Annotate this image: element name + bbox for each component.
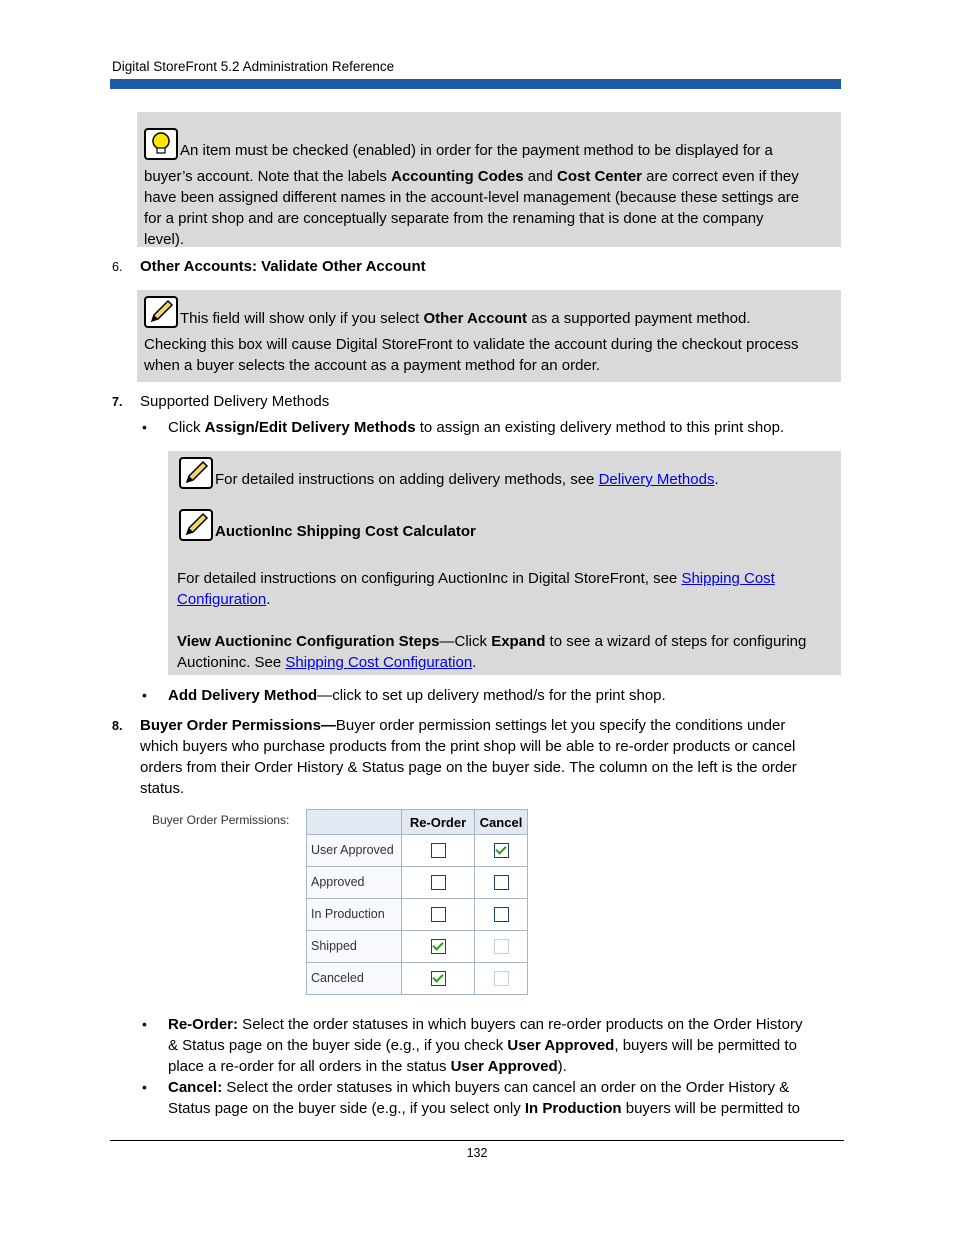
checkmark-icon: [495, 844, 506, 855]
cancel-line2a: Status page on the buyer side (e.g., if you select only: [168, 1100, 525, 1117]
reorder-cell: [402, 899, 475, 931]
tip-accounting-codes: Accounting Codes: [391, 168, 524, 185]
pencil-note-icon: [179, 457, 213, 495]
reorder-line2a: & Status page on the buyer side (e.g., if you check: [168, 1037, 508, 1054]
assign-text-c: to assign an existing delivery method to this print shop.: [415, 419, 785, 436]
note2-other-account: Other Account: [423, 310, 528, 327]
permission-row: [307, 931, 528, 963]
reorder-bullet: [168, 1014, 843, 1077]
reorder-checkbox[interactable]: [431, 939, 446, 954]
item8-line2: which buyers who purchase products from the print shop will be able to re-order products or cancel: [140, 738, 796, 755]
lightbulb-icon: [144, 128, 178, 166]
reorder-line3a: place a re-order for all orders in the status: [168, 1058, 451, 1075]
shipping-cost-link[interactable]: Shipping Cost: [681, 570, 775, 587]
reorder-checkbox[interactable]: [431, 843, 446, 858]
item7-number: 7.: [112, 395, 123, 409]
permissions-table: [306, 809, 528, 995]
reorder-cell: [402, 931, 475, 963]
assign-text-a: Click: [168, 419, 205, 436]
note2-line1c: as a supported payment method.: [527, 310, 751, 327]
page-number: 132: [466, 1146, 488, 1160]
reorder-cell: [402, 963, 475, 995]
item8-line4: status.: [140, 780, 185, 797]
note2-line1a: This field will show only if you select: [180, 310, 424, 327]
cancel-checkbox[interactable]: [494, 907, 509, 922]
configuration-link[interactable]: Configuration: [177, 591, 267, 608]
status-label: Shipped: [307, 931, 402, 963]
shipping-cost-configuration-link[interactable]: Shipping Cost Configuration: [285, 654, 473, 671]
tip-line3: have been assigned different names in the account-level management (because these settings are: [144, 189, 800, 206]
cancel-cell: [475, 963, 528, 995]
delivery-methods-note: [168, 451, 841, 675]
tip-note: [137, 112, 841, 247]
reorder-user-approved-2: User Approved: [450, 1058, 558, 1075]
item8-line1: Buyer order permission settings let you specify the conditions under: [335, 717, 786, 734]
reorder-user-approved: User Approved: [507, 1037, 615, 1054]
item7-label: Supported Delivery Methods: [140, 393, 330, 410]
note3-para2e: Auctioninc. See: [177, 654, 286, 671]
note2-line2: Checking this box will cause Digital StoreFront to validate the account during the checkout process: [144, 336, 799, 353]
tip-line2e: are correct even if they: [642, 168, 799, 185]
permission-row: [307, 835, 528, 867]
cancel-cell: [475, 899, 528, 931]
note3-line1a: For detailed instructions on adding delivery methods, see: [215, 471, 599, 488]
pencil-note-icon: [144, 296, 178, 334]
pencil-note-icon: [179, 509, 213, 547]
item8-text: [140, 715, 845, 799]
note3-line1c: .: [714, 471, 719, 488]
reorder-cell: [402, 835, 475, 867]
cancel-in-production: In Production: [524, 1100, 622, 1117]
reorder-line2c: , buyers will be permitted to: [614, 1037, 797, 1054]
view-config-steps: View Auctioninc Configuration Steps: [177, 633, 440, 650]
bullet-dot: •: [142, 687, 147, 703]
reorder-line1: Select the order statuses in which buyers can re-order products on the Order History: [238, 1016, 803, 1033]
item8-number: 8.: [112, 719, 123, 733]
note3-para2d: to see a wizard of steps for configuring: [545, 633, 807, 650]
permission-row: [307, 867, 528, 899]
note3-para2f: .: [472, 654, 477, 671]
status-label: In Production: [307, 899, 402, 931]
tip-line1: An item must be checked (enabled) in order for the payment method to be displayed for a: [180, 142, 773, 159]
auctioninc-heading: AuctionInc Shipping Cost Calculator: [215, 523, 476, 540]
status-label: User Approved: [307, 835, 402, 867]
checkmark-icon: [432, 972, 443, 983]
cancel-line2c: buyers will be permitted to: [621, 1100, 800, 1117]
reorder-line3c: ).: [557, 1058, 567, 1075]
note3-para1a: For detailed instructions on configuring AuctionInc in Digital StoreFront, see: [177, 570, 682, 587]
permissions-label: Buyer Order Permissions:: [152, 813, 290, 827]
reorder-checkbox[interactable]: [431, 875, 446, 890]
cancel-line1: Select the order statuses in which buyers can cancel an order on the Order History &: [222, 1079, 790, 1096]
reorder-checkbox[interactable]: [431, 971, 446, 986]
header-rule: [110, 79, 841, 89]
note3-para2b: —Click: [439, 633, 492, 650]
bullet-dot: •: [142, 419, 147, 435]
cancel-header: Cancel: [475, 810, 528, 835]
status-header: [307, 810, 402, 835]
buyer-order-permissions-title: Buyer Order Permissions—: [140, 717, 336, 734]
tip-line2c: and: [523, 168, 557, 185]
cancel-bold: Cancel:: [168, 1079, 223, 1096]
tip-cost-center: Cost Center: [557, 168, 643, 185]
document-header: Digital StoreFront 5.2 Administration Reference: [112, 59, 395, 74]
bullet-dot: •: [142, 1079, 147, 1095]
reorder-cell: [402, 867, 475, 899]
cancel-checkbox[interactable]: [494, 875, 509, 890]
validate-account-note: [137, 290, 841, 382]
add-delivery-bullet: [168, 685, 843, 706]
reorder-checkbox[interactable]: [431, 907, 446, 922]
item6-number: 6.: [112, 260, 123, 274]
add-delivery-method: Add Delivery Method: [168, 687, 318, 704]
permissions-body: [307, 835, 528, 995]
cancel-cell: [475, 867, 528, 899]
cancel-cell: [475, 931, 528, 963]
checkmark-icon: [432, 940, 443, 951]
cancel-cell: [475, 835, 528, 867]
note2-line3: when a buyer selects the account as a payment method for an order.: [144, 357, 601, 374]
tip-line5: level).: [144, 231, 185, 248]
status-label: Approved: [307, 867, 402, 899]
permission-row: [307, 899, 528, 931]
bullet-dot: •: [142, 1016, 147, 1032]
cancel-checkbox: [494, 939, 509, 954]
reorder-bold: Re-Order:: [168, 1016, 239, 1033]
cancel-checkbox[interactable]: [494, 843, 509, 858]
item6-label: Other Accounts: Validate Other Account: [140, 258, 426, 275]
tip-line2a: buyer’s account. Note that the labels: [144, 168, 392, 185]
cancel-checkbox: [494, 971, 509, 986]
reorder-header: Re-Order: [402, 810, 475, 835]
add-delivery-rest: —click to set up delivery method/s for the print shop.: [317, 687, 666, 704]
footer-rule: [110, 1140, 844, 1141]
delivery-methods-link[interactable]: Delivery Methods: [598, 471, 715, 488]
expand-label: Expand: [491, 633, 546, 650]
status-label: Canceled: [307, 963, 402, 995]
note3-para1c: .: [266, 591, 271, 608]
item8-line3: orders from their Order History & Status page on the buyer side. The column on the left is the order: [140, 759, 797, 776]
tip-line4: for a print shop and are conceptually separate from the renaming that is done at the company: [144, 210, 764, 227]
assign-delivery-bullet: [168, 417, 843, 438]
permission-row: [307, 963, 528, 995]
assign-edit-delivery-methods: Assign/Edit Delivery Methods: [204, 419, 416, 436]
cancel-bullet: [168, 1077, 843, 1119]
